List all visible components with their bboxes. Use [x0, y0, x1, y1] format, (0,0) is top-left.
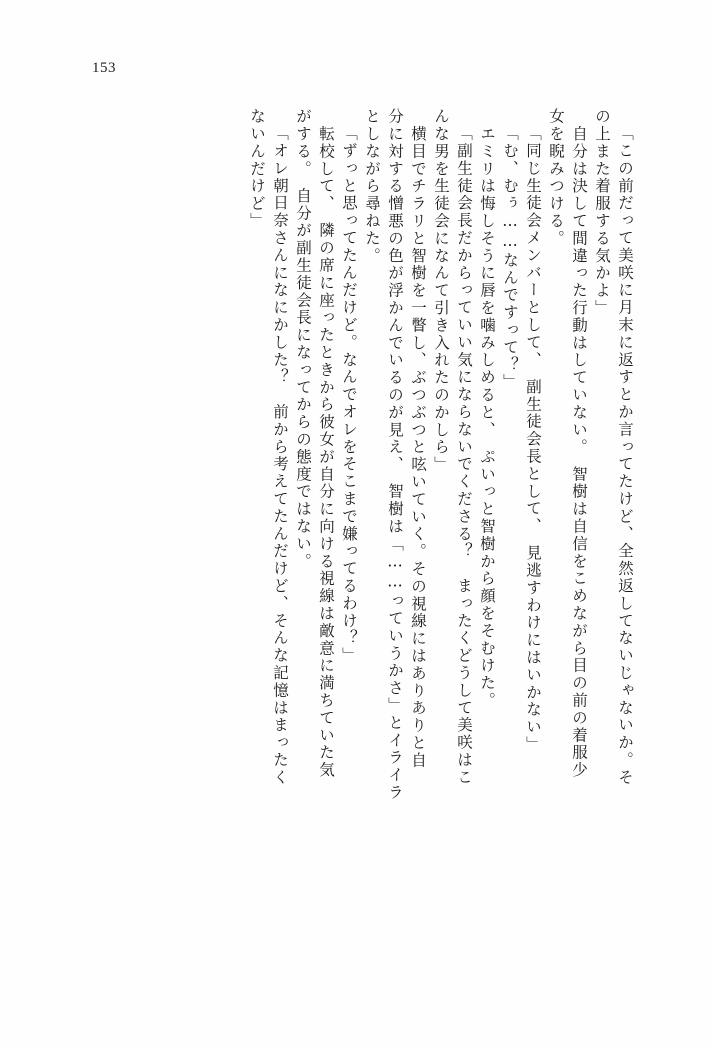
- text-line: 「オレ朝日奈さんになにかした？ 前から考えてたんだけど、そんな記憶はまったく: [271, 125, 289, 787]
- text-line: がする。 自分が副生徒会長になってからの態度ではない。: [294, 108, 312, 571]
- text-line: 自分は決して間違った行動はしていない。 智樹は自信をこめながら目の前の着服少: [570, 108, 588, 779]
- text-line: 転校して、 隣の席に座ったときから彼女が自分に向ける視線は敵意に満ちていた気: [317, 108, 335, 779]
- text-line: 横目でチラリと智樹を一瞥し、ぶつぶつと呟いていく。その視線にはありありと自: [409, 108, 427, 770]
- text-line: としながら尋ねた。: [363, 108, 381, 265]
- text-line: エミリは悔しそうに唇を噛みしめると、 ぷいっと智樹から顔をそむけた。: [478, 108, 496, 710]
- text-line: 「副生徒会長だからっていい気にならないでくださる？ まったくどうして美咲はこ: [455, 125, 473, 787]
- text-line: 「ずっと思ってたんだけど。なんでオレをそこまで嫌ってるわけ？」: [340, 125, 358, 665]
- text-line: 「同じ生徒会メンバーとして、 副生徒会長として、 見逃すわけにはいかない」: [524, 125, 542, 754]
- page-number: 153: [92, 60, 116, 76]
- vertical-text-block: [72, 108, 632, 988]
- text-line: 女を睨みつける。: [547, 108, 565, 248]
- text-line: 「む、むぅ……なんですって？」: [501, 125, 519, 391]
- text-line: んな男を生徒会になんて引き入れたのかしら」: [432, 108, 450, 474]
- text-line: 分に対する憎悪の色が浮かんでいるのが見え、 智樹は「……っていうかさ」とイライラ: [386, 108, 404, 802]
- text-line: 「この前だって美咲に月末に返すとか言ってたけど、全然返してないじゃないか。そ: [616, 125, 634, 787]
- text-line: ないんだけど」: [248, 108, 266, 230]
- text-line: の上また着服する気かよ」: [593, 108, 611, 317]
